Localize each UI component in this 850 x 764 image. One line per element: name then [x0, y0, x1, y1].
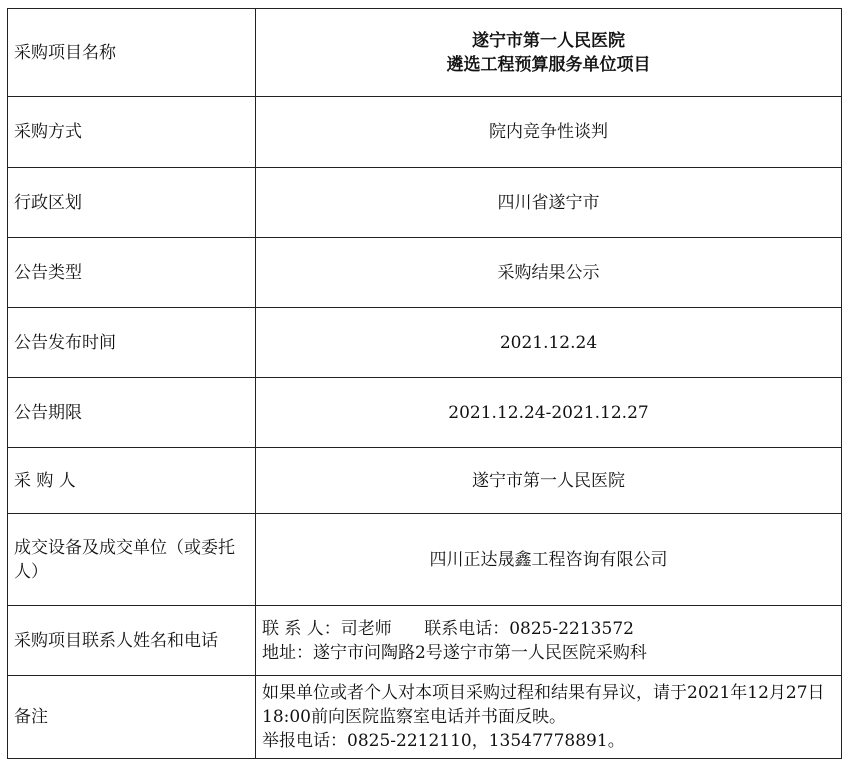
project-name-line-1: 遂宁市第一人民医院 [472, 30, 625, 51]
row-method [8, 97, 842, 168]
label-project-name: 采购项目名称 [8, 9, 256, 97]
procurement-notice-table [7, 8, 842, 758]
value-remarks [256, 676, 842, 759]
notice-table [7, 8, 842, 759]
remarks-objection-text: 如果单位或者个人对本项目采购过程和结果有异议，请于2021年12月27日18:00前向医院监察室电话并书面反映。 [262, 683, 825, 727]
label-contact: 采购项目联系人姓名和电话 [8, 606, 256, 676]
value-publish-time: 2021.12.24 [256, 308, 842, 378]
contact-address: 地址：遂宁市问陶路2号遂宁市第一人民医院采购科 [262, 642, 647, 663]
value-winner: 四川正达晟鑫工程咨询有限公司 [256, 514, 842, 606]
row-region [8, 168, 842, 238]
row-contact [8, 606, 842, 676]
label-period: 公告期限 [8, 378, 256, 448]
value-period: 2021.12.24-2021.12.27 [256, 378, 842, 448]
row-notice-type [8, 238, 842, 308]
value-project-name [256, 9, 842, 97]
label-purchaser: 采 购 人 [8, 448, 256, 514]
row-project-name [8, 9, 842, 97]
value-notice-type: 采购结果公示 [256, 238, 842, 308]
label-notice-type: 公告类型 [8, 238, 256, 308]
value-contact [256, 606, 842, 676]
value-region: 四川省遂宁市 [256, 168, 842, 238]
row-winner [8, 514, 842, 606]
project-name-line-2: 遴选工程预算服务单位项目 [446, 54, 651, 75]
label-remarks: 备注 [8, 676, 256, 759]
contact-person-phone: 联 系 人：司老师 联系电话：0825-2213572 [262, 618, 634, 639]
remarks-report-phone: 举报电话：0825-2212110，13547778891。 [262, 731, 625, 751]
row-publish-time [8, 308, 842, 378]
value-method: 院内竞争性谈判 [256, 97, 842, 168]
label-region: 行政区划 [8, 168, 256, 238]
label-publish-time: 公告发布时间 [8, 308, 256, 378]
row-remarks [8, 676, 842, 759]
value-purchaser: 遂宁市第一人民医院 [256, 448, 842, 514]
label-method: 采购方式 [8, 97, 256, 168]
label-winner: 成交设备及成交单位（或委托人） [8, 514, 256, 606]
row-purchaser [8, 448, 842, 514]
row-period [8, 378, 842, 448]
